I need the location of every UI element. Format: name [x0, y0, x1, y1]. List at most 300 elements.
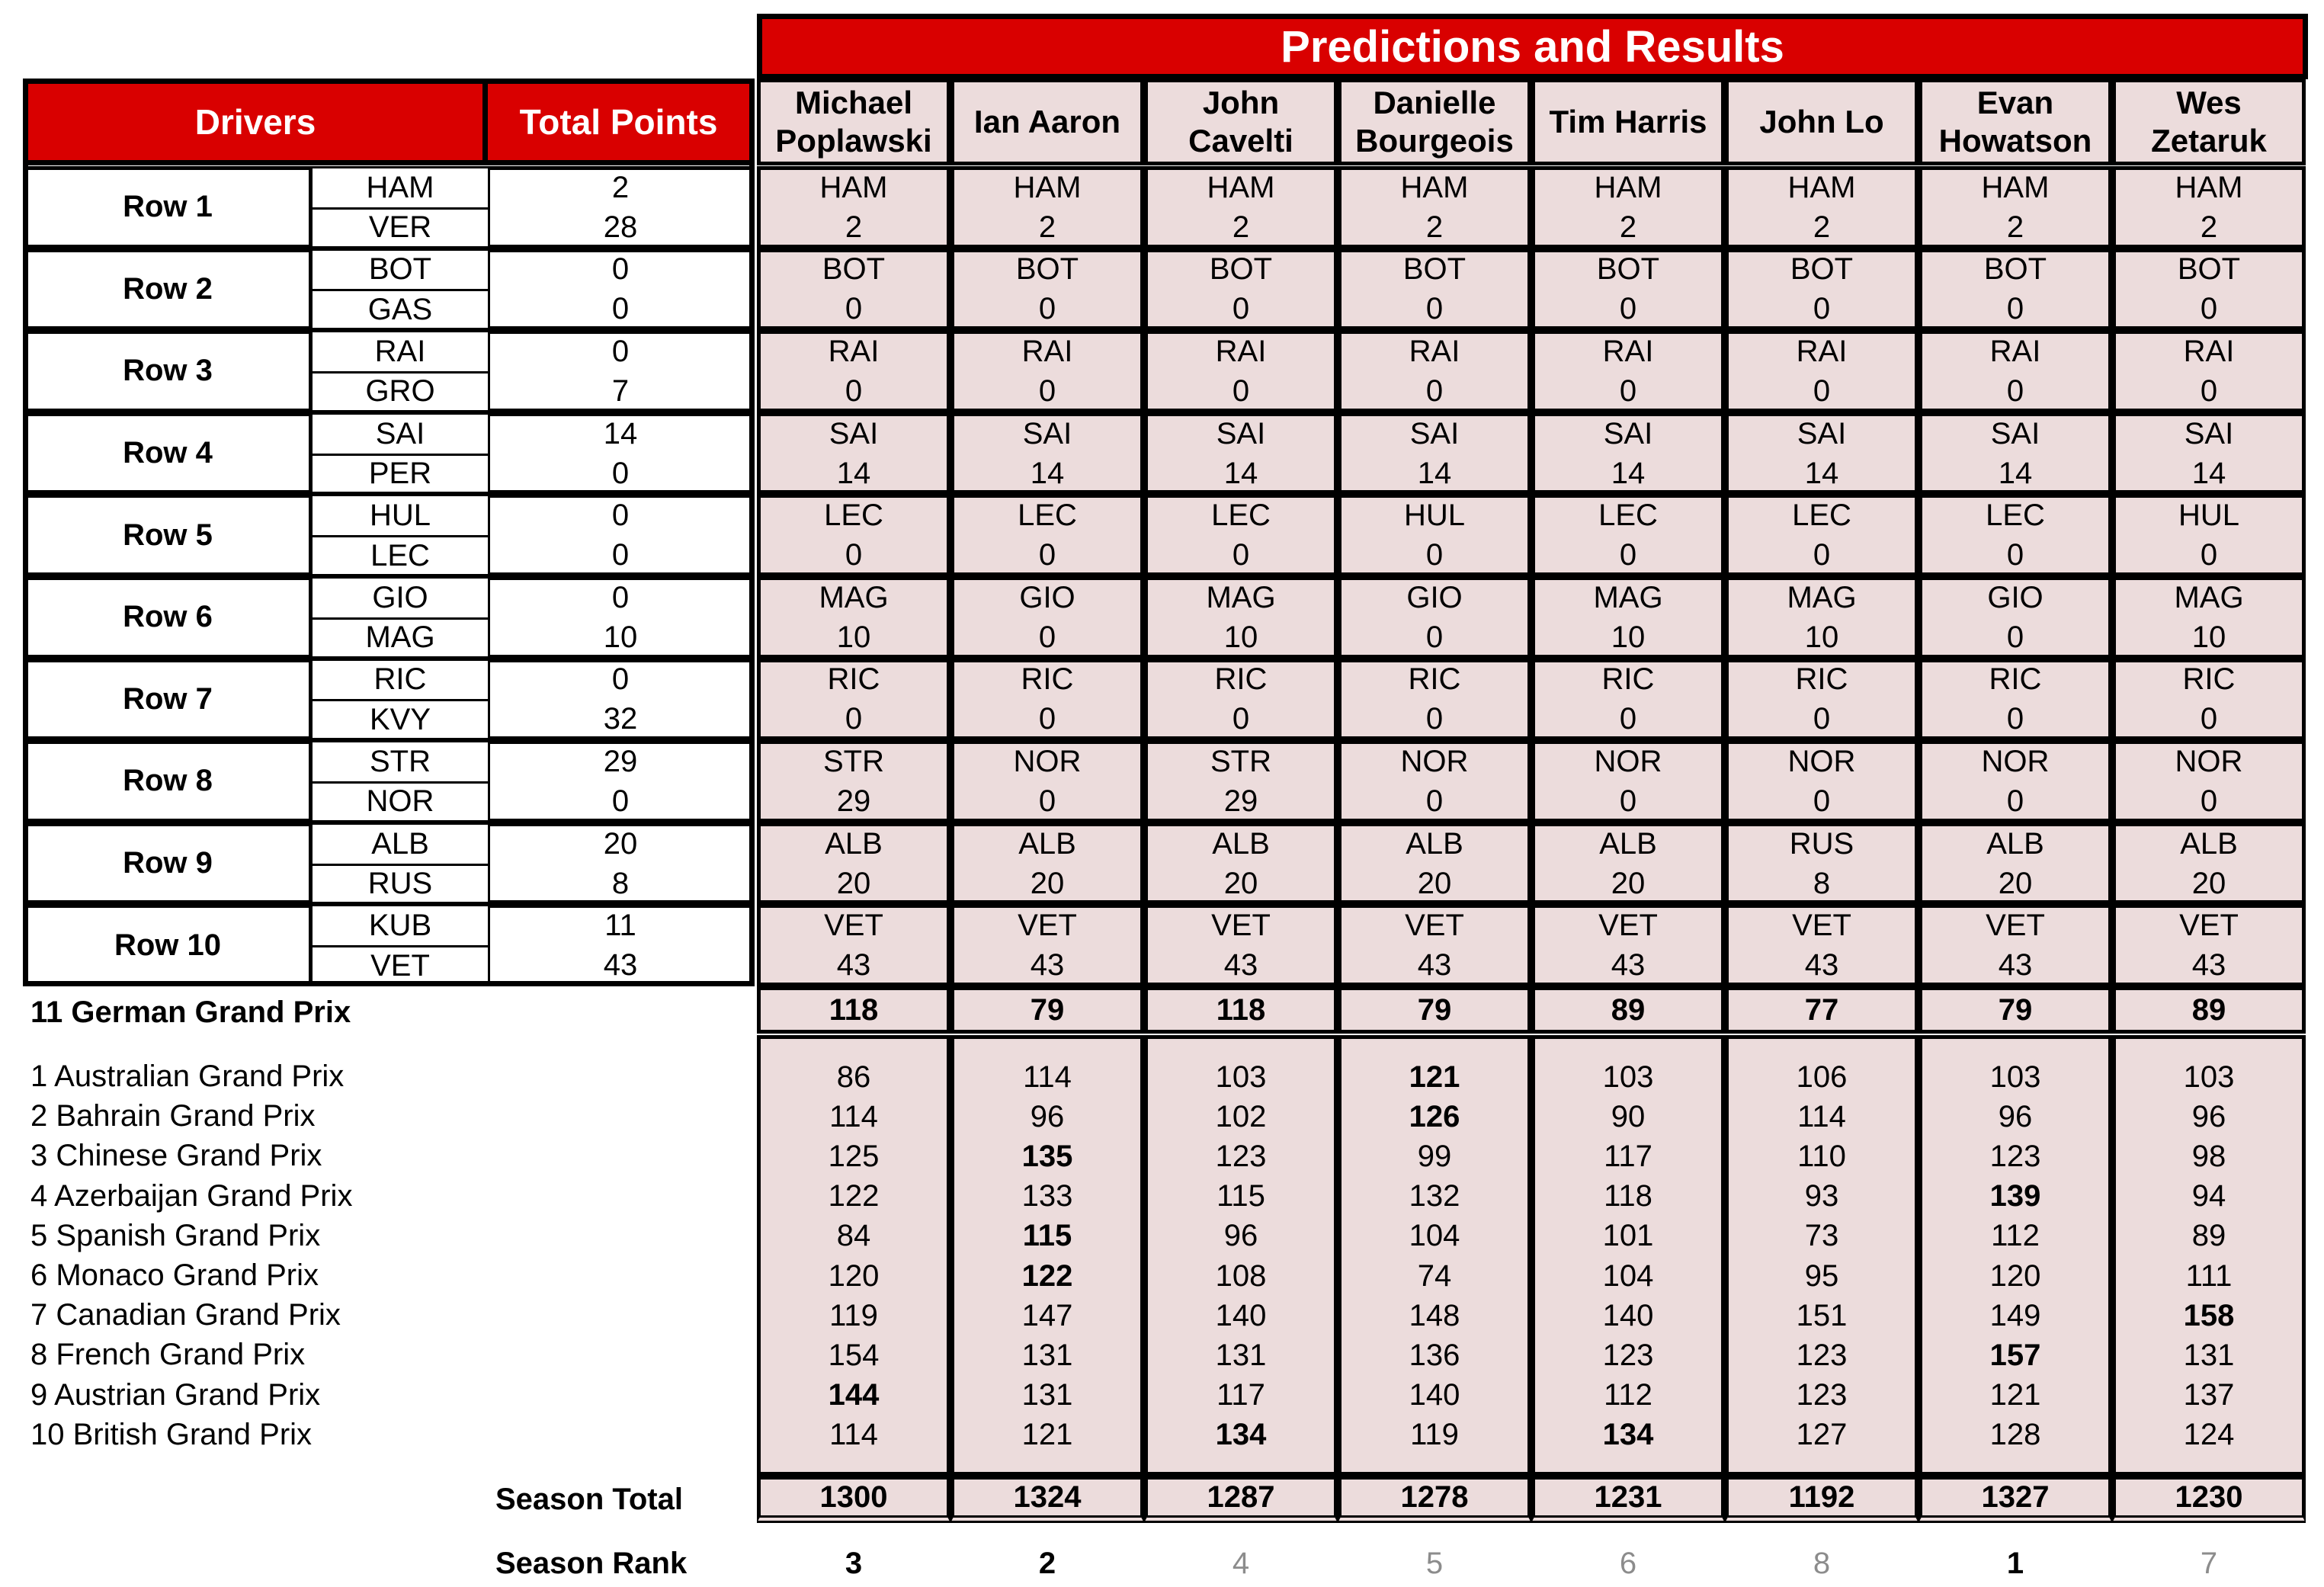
prediction-cell	[1919, 248, 2112, 331]
race-score: 119	[829, 1298, 878, 1332]
driver-code: GIO	[310, 576, 490, 620]
prediction-driver: MAG	[1206, 580, 1276, 614]
race-score: 119	[1410, 1418, 1459, 1452]
prediction-points: 0	[1619, 702, 1637, 736]
race-score: 104	[1602, 1258, 1654, 1293]
prediction-cell	[2112, 412, 2306, 495]
current-race-score: 118	[757, 986, 950, 1034]
prediction-cell	[1338, 330, 1531, 412]
prediction-driver: NOR	[1013, 744, 1082, 778]
race-label: 4 Azerbaijan Grand Prix	[30, 1178, 353, 1213]
prediction-points: 0	[1038, 292, 1056, 326]
points-value: 43	[603, 948, 638, 983]
prediction-driver: LEC	[1018, 499, 1077, 533]
prediction-driver: RAI	[1796, 334, 1848, 368]
race-score: 125	[828, 1139, 880, 1173]
race-score: 126	[1409, 1099, 1460, 1133]
driver-code: VER	[310, 207, 490, 248]
race-score: 121	[1409, 1060, 1460, 1094]
player-header	[1725, 79, 1919, 165]
points-value: 2	[611, 170, 630, 204]
prediction-points: 0	[2006, 538, 2024, 572]
prediction-driver: ALB	[1599, 826, 1657, 861]
prediction-driver: BOT	[1209, 252, 1273, 287]
prediction-driver: RAI	[2183, 334, 2235, 368]
prediction-cell	[1531, 904, 1725, 986]
race-score: 115	[1216, 1179, 1265, 1213]
prediction-driver: RAI	[1602, 334, 1654, 368]
prediction-driver: RAI	[1989, 334, 2041, 368]
prediction-driver: BOT	[1790, 252, 1854, 287]
race-score: 140	[1602, 1298, 1654, 1332]
prediction-cell	[1919, 166, 2112, 248]
points-value: 0	[611, 456, 630, 490]
race-score: 96	[1998, 1099, 2033, 1133]
prediction-driver: NOR	[2175, 744, 2243, 778]
prediction-driver: MAG	[1787, 580, 1857, 614]
season-total-value: 1192	[1725, 1476, 1919, 1523]
prediction-points: 0	[1425, 620, 1444, 654]
race-score: 131	[1021, 1338, 1073, 1372]
prediction-cell	[757, 494, 950, 576]
race-score: 115	[1022, 1219, 1072, 1253]
race-score: 148	[1409, 1298, 1460, 1332]
driver-code: KUB	[310, 904, 490, 947]
race-label: 10 British Grand Prix	[30, 1417, 313, 1451]
race-score-column	[2112, 1035, 2306, 1476]
prediction-cell	[1531, 166, 1725, 248]
season-total-value: 1231	[1531, 1476, 1725, 1523]
prediction-cell	[1144, 822, 1338, 905]
driver-code: NOR	[310, 781, 490, 822]
player-name-line: John	[1202, 85, 1280, 120]
prediction-points: 20	[1030, 866, 1065, 900]
race-label: 8 French Grand Prix	[30, 1338, 306, 1372]
prediction-points: 0	[1425, 292, 1444, 326]
prediction-driver: ALB	[1212, 826, 1270, 861]
prediction-cell	[1919, 330, 2112, 412]
prediction-points: 0	[1232, 292, 1250, 326]
race-score: 84	[836, 1219, 871, 1253]
prediction-driver: RUS	[1789, 826, 1854, 861]
prediction-driver: STR	[1210, 744, 1271, 778]
prediction-driver: LEC	[1792, 499, 1851, 533]
player-header	[1338, 79, 1531, 165]
points-value: 7	[611, 374, 630, 408]
prediction-points: 0	[845, 538, 863, 572]
race-score: 140	[1409, 1378, 1460, 1412]
race-label: 1 Australian Grand Prix	[30, 1060, 345, 1093]
race-label: 7 Canadian Grand Prix	[30, 1298, 341, 1332]
prediction-cell	[1531, 248, 1725, 331]
prediction-driver: ALB	[825, 826, 883, 861]
prediction-driver: NOR	[1981, 744, 2050, 778]
prediction-points: 10	[1223, 620, 1258, 654]
player-name-line: Bourgeois	[1355, 123, 1514, 159]
prediction-driver: BOT	[2177, 252, 2241, 287]
row-label: Row 8	[23, 740, 313, 822]
driver-code: MAG	[310, 617, 490, 659]
prediction-points: 2	[1038, 210, 1056, 244]
prediction-driver: NOR	[1594, 744, 1662, 778]
race-score: 131	[2183, 1338, 2235, 1372]
points-value: 11	[604, 909, 636, 943]
race-score: 147	[1021, 1298, 1073, 1332]
prediction-driver: HUL	[1403, 499, 1466, 533]
prediction-cell	[1919, 494, 2112, 576]
points-value: 0	[611, 580, 630, 614]
driver-code: ALB	[310, 822, 490, 866]
prediction-cell	[950, 659, 1144, 741]
prediction-driver: RAI	[828, 334, 880, 368]
prediction-cell	[757, 576, 950, 659]
prediction-points: 0	[1232, 702, 1250, 736]
race-score: 133	[1021, 1179, 1073, 1213]
prediction-driver: LEC	[1211, 499, 1271, 533]
prediction-points: 0	[1232, 538, 1250, 572]
race-score: 99	[1417, 1139, 1452, 1173]
race-score: 96	[1223, 1219, 1258, 1253]
prediction-points: 20	[1611, 866, 1646, 900]
prediction-points: 0	[2006, 620, 2024, 654]
prediction-points: 43	[2191, 948, 2226, 983]
prediction-points: 43	[1804, 948, 1839, 983]
race-label: 3 Chinese Grand Prix	[30, 1139, 322, 1173]
race-score: 139	[1989, 1179, 2041, 1213]
prediction-cell	[1338, 494, 1531, 576]
prediction-points: 20	[1417, 866, 1452, 900]
current-race-score: 118	[1144, 986, 1338, 1034]
prediction-driver: MAG	[1593, 580, 1663, 614]
prediction-points: 43	[1611, 948, 1646, 983]
row-label: Row 6	[23, 576, 313, 659]
prediction-cell	[1144, 740, 1338, 822]
race-score: 136	[1409, 1338, 1460, 1372]
season-rank-label: Season Rank	[495, 1546, 688, 1580]
prediction-points: 0	[1425, 702, 1444, 736]
points-value: 0	[611, 499, 630, 533]
race-score: 118	[1604, 1179, 1652, 1213]
current-race-score: 89	[2112, 986, 2306, 1034]
race-score: 120	[1989, 1258, 2041, 1293]
season-total-value: 1327	[1919, 1476, 2112, 1523]
race-score: 96	[2191, 1099, 2226, 1133]
prediction-cell	[757, 904, 950, 986]
prediction-points: 8	[1813, 866, 1831, 900]
prediction-cell	[1725, 494, 1919, 576]
prediction-driver: MAG	[819, 580, 889, 614]
prediction-points: 29	[836, 784, 871, 818]
prediction-points: 0	[2200, 538, 2218, 572]
race-score: 131	[1215, 1338, 1267, 1372]
prediction-points: 0	[1232, 374, 1250, 408]
prediction-points: 0	[1038, 702, 1056, 736]
prediction-cell	[757, 659, 950, 741]
prediction-driver: HAM	[1400, 170, 1469, 204]
prediction-points: 0	[1813, 292, 1831, 326]
points-value: 20	[603, 826, 638, 861]
prediction-driver: VET	[2179, 909, 2239, 943]
prediction-points: 14	[2191, 456, 2226, 490]
prediction-points: 2	[1232, 210, 1250, 244]
race-score: 132	[1409, 1179, 1460, 1213]
driver-points	[488, 904, 755, 986]
race-score: 104	[1409, 1219, 1460, 1253]
prediction-cell	[950, 904, 1144, 986]
prediction-points: 0	[845, 292, 863, 326]
prediction-points: 0	[1619, 538, 1637, 572]
driver-points	[488, 659, 755, 741]
prediction-cell	[1725, 330, 1919, 412]
race-score: 103	[1989, 1060, 2041, 1094]
prediction-driver: VET	[1986, 909, 2045, 943]
prediction-driver: RIC	[1408, 662, 1461, 697]
player-name-line: Poplawski	[775, 123, 932, 159]
driver-code: VET	[310, 945, 490, 986]
prediction-cell	[950, 330, 1144, 412]
prediction-points: 0	[1813, 374, 1831, 408]
prediction-points: 2	[2006, 210, 2024, 244]
prediction-driver: VET	[1211, 909, 1271, 943]
race-score: 135	[1021, 1139, 1073, 1173]
prediction-cell	[1725, 412, 1919, 495]
prediction-driver: HAM	[1207, 170, 1275, 204]
driver-code: KVY	[310, 699, 490, 740]
prediction-points: 0	[845, 702, 863, 736]
player-header	[2112, 79, 2306, 165]
season-total-label: Season Total	[495, 1482, 683, 1516]
prediction-cell	[1338, 822, 1531, 905]
prediction-points: 14	[1417, 456, 1452, 490]
race-score: 112	[1604, 1378, 1652, 1412]
race-score: 123	[1215, 1139, 1267, 1173]
race-score: 111	[2185, 1258, 2233, 1293]
race-score-column	[1338, 1035, 1531, 1476]
prediction-driver: RAI	[1021, 334, 1073, 368]
prediction-cell	[2112, 494, 2306, 576]
prediction-driver: HAM	[819, 170, 888, 204]
prediction-cell	[1919, 740, 2112, 822]
race-score: 90	[1611, 1099, 1646, 1133]
row-label: Row 5	[23, 494, 313, 576]
race-score: 158	[2183, 1298, 2235, 1332]
prediction-points: 0	[2200, 292, 2218, 326]
prediction-driver: NOR	[1400, 744, 1469, 778]
driver-code: RAI	[310, 330, 490, 374]
prediction-cell	[1919, 822, 2112, 905]
points-value: 0	[611, 662, 630, 697]
prediction-points: 0	[2006, 292, 2024, 326]
prediction-points: 2	[845, 210, 863, 244]
prediction-driver: SAI	[1603, 416, 1653, 450]
points-value: 29	[603, 744, 638, 778]
prediction-driver: RIC	[2182, 662, 2236, 697]
current-race-score: 79	[1338, 986, 1531, 1034]
race-score-column	[1725, 1035, 1919, 1476]
prediction-driver: ALB	[1406, 826, 1463, 861]
prediction-cell	[2112, 248, 2306, 331]
player-name-line: Danielle	[1373, 85, 1496, 120]
prediction-points: 43	[1417, 948, 1452, 983]
prediction-cell	[950, 166, 1144, 248]
race-score: 114	[829, 1099, 878, 1133]
player-name-line: Michael	[794, 85, 913, 120]
season-rank-value: 8	[1813, 1546, 1831, 1580]
player-header	[1144, 79, 1338, 165]
points-value: 10	[603, 620, 638, 654]
race-score: 103	[1215, 1060, 1267, 1094]
prediction-driver: HAM	[1594, 170, 1662, 204]
prediction-driver: BOT	[822, 252, 886, 287]
prediction-cell	[2112, 330, 2306, 412]
race-score: 122	[828, 1179, 880, 1213]
race-score: 106	[1796, 1060, 1848, 1094]
race-score: 114	[1023, 1060, 1072, 1094]
race-score: 149	[1989, 1298, 2041, 1332]
prediction-cell	[757, 822, 950, 905]
prediction-cell	[1338, 740, 1531, 822]
race-score: 89	[2191, 1219, 2226, 1253]
prediction-cell	[1919, 576, 2112, 659]
prediction-driver: HAM	[1981, 170, 2050, 204]
driver-points	[488, 330, 755, 412]
prediction-driver: SAI	[1022, 416, 1072, 450]
race-score: 94	[2191, 1179, 2226, 1213]
prediction-driver: GIO	[1019, 580, 1075, 614]
points-value: 0	[611, 292, 630, 326]
race-score: 123	[1796, 1378, 1848, 1412]
race-score: 101	[1602, 1219, 1654, 1253]
race-score: 134	[1602, 1418, 1654, 1452]
prediction-driver: VET	[824, 909, 883, 943]
driver-code: RIC	[310, 659, 490, 702]
player-name-line: Evan	[1976, 85, 2054, 120]
prediction-points: 0	[2200, 374, 2218, 408]
prediction-cell	[1919, 412, 2112, 495]
row-label: Row 2	[23, 248, 313, 331]
total-points-header: Total Points	[482, 79, 755, 165]
prediction-cell	[757, 412, 950, 495]
prediction-driver: RIC	[827, 662, 880, 697]
row-label: Row 7	[23, 659, 313, 741]
points-value: 32	[603, 702, 638, 736]
prediction-points: 43	[1223, 948, 1258, 983]
prediction-cell	[1144, 494, 1338, 576]
prediction-driver: VET	[1405, 909, 1464, 943]
prediction-points: 0	[1038, 374, 1056, 408]
race-score: 74	[1417, 1258, 1452, 1293]
prediction-cell	[1531, 740, 1725, 822]
race-score: 117	[1216, 1378, 1265, 1412]
prediction-driver: BOT	[1015, 252, 1079, 287]
player-name-line: John Lo	[1759, 104, 1884, 139]
points-value: 14	[603, 416, 638, 450]
points-value: 8	[611, 866, 630, 900]
points-value: 0	[611, 334, 630, 368]
prediction-cell	[1144, 248, 1338, 331]
points-value: 0	[611, 252, 630, 287]
current-race-score: 89	[1531, 986, 1725, 1034]
prediction-points: 0	[1619, 784, 1637, 818]
race-score: 95	[1804, 1258, 1839, 1293]
race-score: 114	[829, 1418, 878, 1452]
player-name-line: Wes	[2176, 85, 2242, 120]
prediction-driver: LEC	[1986, 499, 2045, 533]
race-score: 117	[1604, 1139, 1652, 1173]
prediction-driver: SAI	[829, 416, 879, 450]
player-name-line: Tim Harris	[1549, 104, 1707, 139]
prediction-driver: STR	[823, 744, 884, 778]
race-label: 2 Bahrain Grand Prix	[30, 1099, 316, 1133]
prediction-driver: BOT	[1983, 252, 2047, 287]
prediction-cell	[757, 248, 950, 331]
prediction-driver: RAI	[1409, 334, 1460, 368]
race-score: 157	[1989, 1338, 2041, 1372]
race-score: 114	[1797, 1099, 1846, 1133]
prediction-cell	[1338, 576, 1531, 659]
season-total-value: 1278	[1338, 1476, 1531, 1523]
prediction-points: 14	[1804, 456, 1839, 490]
prediction-driver: SAI	[2184, 416, 2234, 450]
prediction-cell	[1144, 166, 1338, 248]
race-score-column	[950, 1035, 1144, 1476]
prediction-driver: HUL	[2178, 499, 2240, 533]
race-score: 110	[1797, 1139, 1846, 1173]
driver-code: HAM	[310, 166, 490, 210]
prediction-cell	[1725, 822, 1919, 905]
prediction-driver: SAI	[1216, 416, 1266, 450]
prediction-driver: VET	[1598, 909, 1658, 943]
prediction-points: 0	[1425, 374, 1444, 408]
prediction-points: 0	[2006, 374, 2024, 408]
prediction-points: 0	[2200, 784, 2218, 818]
prediction-points: 0	[1038, 784, 1056, 818]
prediction-points: 43	[836, 948, 871, 983]
prediction-points: 0	[1813, 784, 1831, 818]
prediction-points: 20	[2191, 866, 2226, 900]
prediction-driver: VET	[1792, 909, 1851, 943]
prediction-points: 0	[1813, 538, 1831, 572]
prediction-points: 0	[2006, 784, 2024, 818]
row-label: Row 9	[23, 822, 313, 905]
prediction-driver: SAI	[1409, 416, 1460, 450]
race-score: 96	[1030, 1099, 1065, 1133]
prediction-driver: SAI	[1990, 416, 2040, 450]
prediction-cell	[757, 330, 950, 412]
prediction-cell	[2112, 822, 2306, 905]
player-header	[950, 79, 1144, 165]
driver-code: LEC	[310, 535, 490, 576]
prediction-points: 0	[2006, 702, 2024, 736]
prediction-driver: BOT	[1596, 252, 1660, 287]
prediction-points: 0	[845, 374, 863, 408]
prediction-driver: BOT	[1402, 252, 1467, 287]
prediction-cell	[950, 740, 1144, 822]
race-score: 108	[1215, 1258, 1267, 1293]
prediction-points: 10	[836, 620, 871, 654]
prediction-points: 10	[1804, 620, 1839, 654]
season-rank-value: 2	[1038, 1546, 1056, 1580]
prediction-cell	[1725, 740, 1919, 822]
driver-points	[488, 412, 755, 495]
prediction-cell	[1144, 659, 1338, 741]
player-name-line: Zetaruk	[2151, 123, 2267, 159]
race-score: 102	[1215, 1099, 1267, 1133]
prediction-points: 2	[1425, 210, 1444, 244]
predictions-title: Predictions and Results	[757, 14, 2308, 79]
prediction-cell	[1144, 576, 1338, 659]
prediction-driver: RIC	[1601, 662, 1655, 697]
